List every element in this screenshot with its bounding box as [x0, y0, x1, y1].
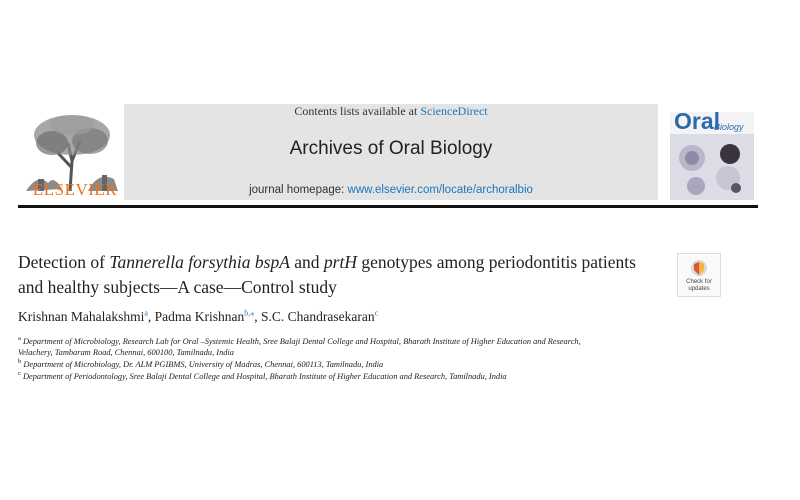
- title-organism: Tannerella forsythia bspA: [109, 252, 290, 272]
- title-text-2: and: [289, 252, 324, 272]
- author-name: Krishnan Mahalakshmi: [18, 309, 145, 324]
- article-title: [18, 250, 658, 300]
- author-separator: ,: [147, 309, 155, 324]
- header-rule: [18, 205, 758, 208]
- sciencedirect-link[interactable]: ScienceDirect: [420, 104, 488, 118]
- affiliation-mark: c: [18, 370, 21, 378]
- affiliation-text: Velachery, Tambaram Road, Chennai, 600100, Tamilnadu, India: [18, 348, 234, 357]
- affiliation-text: Department of Periodontology, Sree Balaji Dental College and Hospital, Bharath Institute of Higher Education and Research, Tamilnadu, India: [22, 372, 507, 381]
- author-affiliation-mark[interactable]: b,⁎: [244, 308, 255, 318]
- author-name: Padma Krishnan: [154, 309, 245, 324]
- title-text-1: Detection of: [18, 252, 110, 272]
- journal-homepage-link[interactable]: www.elsevier.com/locate/archoralbio: [347, 184, 533, 196]
- cover-title-main: Oral: [674, 108, 721, 134]
- journal-title: Archives of Oral Biology: [289, 138, 493, 159]
- affiliation-text: Department of Microbiology, Dr. ALM PGIBMS, University of Madras, Chennai, 600113, Tamilnadu, India: [23, 360, 384, 369]
- author-separator: ,: [254, 309, 262, 324]
- elsevier-wordmark: ELSEVIER: [32, 180, 118, 199]
- check-for-updates-button[interactable]: [677, 253, 721, 297]
- title-gene: prtH: [323, 252, 357, 272]
- affiliation-mark: a: [18, 335, 21, 343]
- check-updates-line-1: Check for: [686, 279, 712, 285]
- contents-prefix: Contents lists available at: [294, 104, 421, 118]
- check-updates-icon: [690, 258, 708, 278]
- author-affiliation-mark[interactable]: c: [374, 308, 379, 318]
- affiliation-c: [18, 371, 758, 382]
- affiliation-a: [18, 336, 758, 347]
- journal-cover-image: [670, 104, 754, 200]
- title-text-3: genotypes among periodontitis patients and healthy subjects—A case—Control study: [18, 252, 636, 297]
- check-updates-label: [678, 279, 720, 292]
- check-updates-line-2: updates: [688, 285, 710, 292]
- homepage-prefix: journal homepage:: [249, 184, 348, 196]
- journal-homepage-line: [124, 184, 658, 196]
- contents-availability-line: [124, 104, 658, 119]
- author-affiliation-mark[interactable]: a: [144, 308, 148, 318]
- affiliation-b: [18, 359, 758, 370]
- affiliation-a-continued: [18, 347, 758, 358]
- author-list: [18, 309, 718, 325]
- affiliation-text: Department of Microbiology, Research Lab for Oral –Systemic Health, Sree Balaji Dental College and Hospital, Bharath Institute of Higher Education and Research,: [22, 337, 581, 346]
- author-name: S.C. Chandrasekaran: [261, 309, 375, 324]
- cover-microscopy-icon: [670, 134, 754, 200]
- affiliation-mark: b: [18, 358, 22, 366]
- cover-title-sub: Biology: [714, 122, 744, 132]
